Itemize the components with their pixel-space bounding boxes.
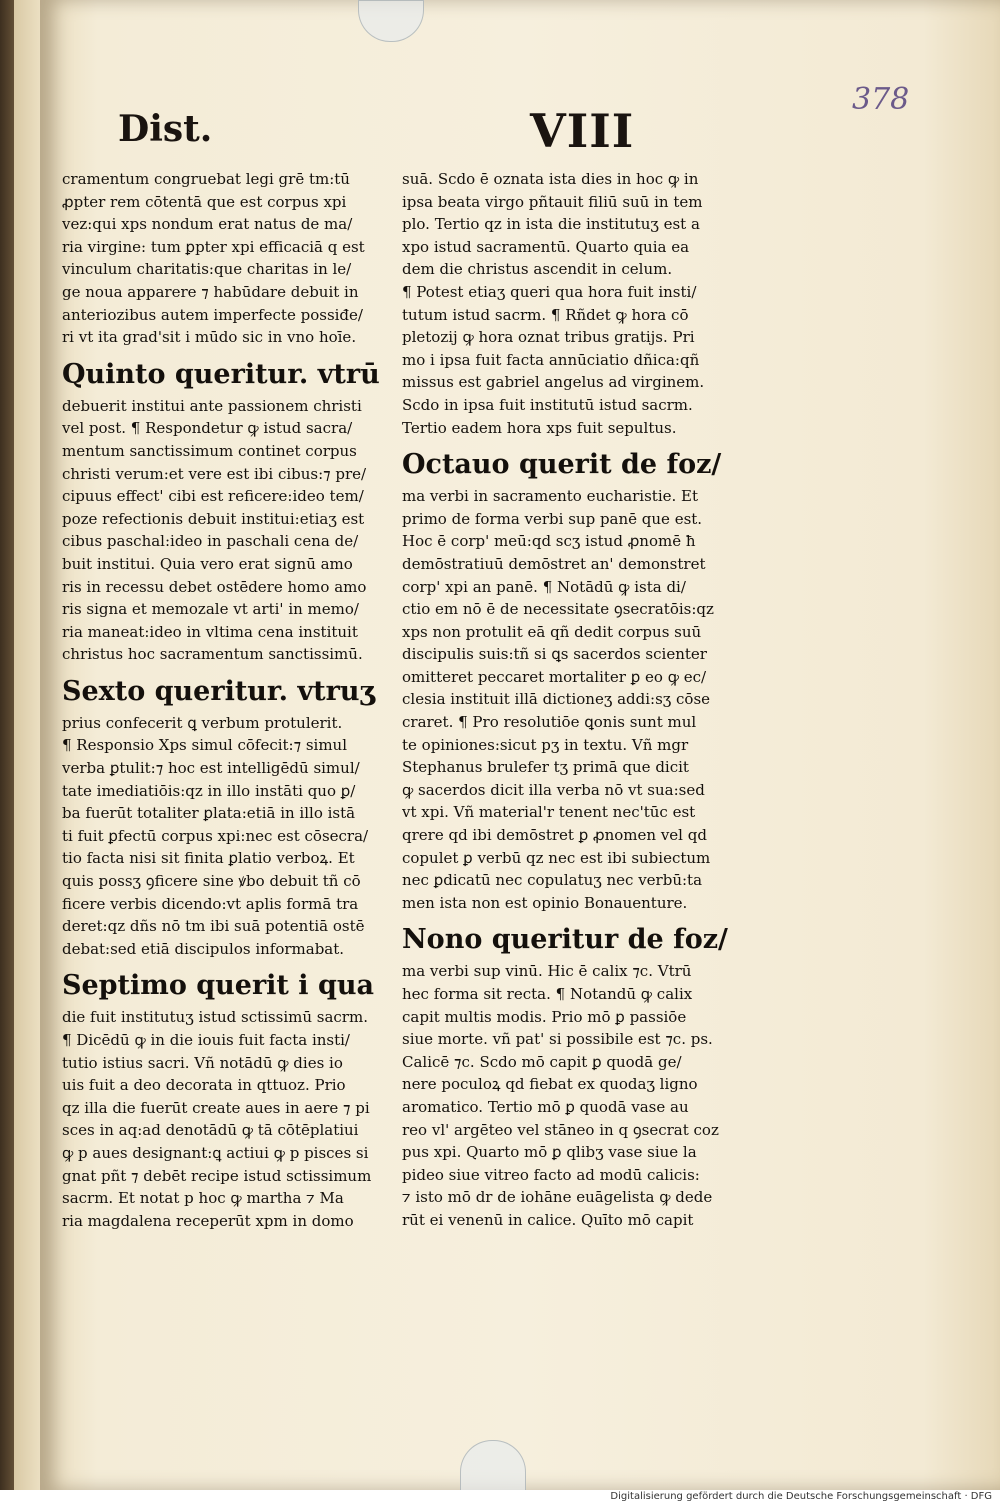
text-line: clesia instituit illā dictioneʒ addi:sʒ cōse [402, 690, 711, 709]
text-line: craret. ¶ Pro resolutiōe ꝗonis sunt mul [402, 713, 697, 732]
text-line: hec forma sit recta. ¶ Notandū ꝙ calix [402, 985, 693, 1003]
text-line: Calicē ⁊c. Scdo mō capit ꝑ quodā ge/ [402, 1052, 682, 1071]
text-line: Scdo in ipsa fuit institutū istud sacrm. [402, 395, 693, 414]
right-text-column [402, 168, 760, 1232]
text-line: siue morte. vñ pat' si possibile est ⁊c. ps. [402, 1030, 713, 1049]
text-line: ctio em nō ē de necessitate ꝯsecratōis:qz [402, 600, 714, 619]
text-line: cipuus effect' cibi est reficere:ideo tem/ [62, 487, 364, 506]
text-line: tutum istud sacrm. ¶ Rñdet ꝙ hora cō [402, 305, 689, 324]
text-line: qz illa die fuerūt create aues in aere ⁊ pi [62, 1098, 370, 1117]
text-line: pideo siue vitreo facto ad modū calicis: [402, 1165, 700, 1184]
text-line: christi verum:et vere est ibi cibus:⁊ pre/ [62, 464, 367, 483]
text-line: men ista non est opinio Bonauenture. [402, 893, 688, 912]
text-line: vinculum charitatis:que charitas in le/ [62, 260, 352, 279]
text-line: poze refectionis debuit institui:etiaʒ est [62, 509, 365, 528]
text-line: die fuit institutuʒ istud sctissimū sacrm. [62, 1008, 368, 1027]
text-line: tio facta nisi sit finita ꝑlatio verboꝝ. Et [62, 849, 355, 868]
text-line: rūt ei venenū in calice. Quīto mō capit [402, 1210, 694, 1229]
text-line: Hoc ē corp' meū:qd scʒ istud ꝓnomē ħ [402, 532, 696, 551]
page-clip-bottom [460, 1440, 526, 1490]
text-line: vel post. ¶ Respondetur ꝙ istud sacra/ [62, 419, 353, 438]
text-line: quis possʒ ꝯficere sine ꝟbo debuit tñ cō [62, 872, 361, 891]
text-line: plo. Tertio qz in ista die institutuʒ est a [402, 215, 700, 234]
text-line: corp' xpi an panē. ¶ Notādū ꝙ ista di/ [402, 577, 686, 596]
section-heading: Sexto queritur. vtruʒ [62, 675, 375, 707]
text-line: mo i ipsa fuit facta annūciatio dñica:qñ [402, 350, 700, 369]
text-line: ma verbi in sacramento eucharistie. Et [402, 487, 699, 506]
text-line: reo vl' argēteo vel stāneo in q ꝯsecrat coz [402, 1120, 719, 1139]
text-line: nec ꝑdicatū nec copulatuʒ nec verbū:ta [402, 871, 703, 890]
text-line: cramentum congruebat legi grē tm:tū [62, 170, 350, 188]
text-line: te opiniones:sicut pʒ in textu. Vñ mgr [402, 735, 689, 754]
text-line: ficere verbis dicendo:vt aplis formā tra [62, 894, 359, 913]
handwritten-page-number: 378 [852, 82, 910, 117]
text-line: pletozij ꝙ hora oznat tribus gratijs. Pri [402, 328, 695, 347]
text-line: ¶ Potest etiaʒ queri qua hora fuit insti/ [402, 282, 697, 301]
folio-number: VIII [530, 104, 635, 158]
text-line: ba fuerūt totaliter ꝑlata:etiā in illo istā [62, 804, 356, 823]
text-line: christus hoc sacramentum sanctissimū. [62, 645, 363, 664]
section-heading: Septimo querit i qua [62, 970, 374, 1002]
text-line: missus est gabriel angelus ad virginem. [402, 373, 705, 392]
text-line: deret:qz dñs nō tm ibi suā potentiā ostē [62, 917, 365, 936]
text-line: prius confecerit ꝗ verbum protulerit. [62, 713, 343, 732]
text-line: ri vt ita grad'sit i mūdo sic in vno hoīe. [62, 328, 357, 347]
footer-credit: Digitalisierung gefördert durch die Deutsche Forschungsgemeinschaft · DFG [610, 1491, 992, 1502]
text-line: sces in aq:ad denotādū ꝙ tā cōtēplatiui [62, 1121, 359, 1140]
text-line: ꝓpter rem cōtentā que est corpus xpi [62, 192, 347, 211]
text-line: ti fuit ꝑfectū corpus xpi:nec est cōsecra/ [62, 826, 369, 845]
text-line: capit multis modis. Prio mō ꝑ passiōe [402, 1007, 687, 1026]
text-line: xpo istud sacramentū. Quarto quia ea [402, 237, 690, 256]
text-line: ris signa et memozale vt arti' in memo/ [62, 600, 359, 619]
text-line: ma verbi sup vinū. Hic ē calix ⁊c. Vtrū [402, 962, 692, 981]
text-line: ¶ Dicēdū ꝙ in die iouis fuit facta insti/ [62, 1031, 350, 1049]
text-line: ris in recessu debet ostēdere homo amo [62, 577, 367, 596]
section-heading: Octauo querit de foz/ [402, 449, 722, 481]
page-clip-top [358, 0, 424, 42]
text-line: debuerit institui ante passionem christi [62, 396, 362, 415]
footer-bar [0, 1490, 1000, 1505]
text-line: ꝙ p aues designant:ꝗ actiui ꝙ p pisces si [62, 1143, 369, 1162]
text-line: ria maneat:ideo in vltima cena instituit [62, 622, 358, 641]
text-line: discipulis suis:tñ si ꝗs sacerdos scienter [402, 645, 707, 664]
text-line: qrere qd ibi demōstret ꝑ ꝓnomen vel qd [402, 826, 707, 845]
text-line: vt xpi. Vñ material'r tenent nec'tūc est [402, 803, 696, 822]
text-line: sacrm. Et notat p hoc ꝙ martha ⁊ Ma [62, 1189, 344, 1208]
text-line: tutio istius sacri. Vñ notādū ꝙ dies io [62, 1053, 343, 1072]
text-line: demōstratiuū demōstret an' demonstret [402, 554, 706, 573]
section-heading: Nono queritur de foz/ [402, 924, 728, 956]
text-line: ria magdalena receperūt xpm in domo [62, 1211, 354, 1230]
text-line: ¶ Responsio Xps simul cōfecit:⁊ simul [62, 736, 347, 755]
text-line: pus xpi. Quarto mō ꝑ qlibʒ vase siue la [402, 1143, 697, 1162]
text-line: Stephanus brulefer tʒ primā que dicit [402, 758, 689, 777]
text-line: verba ꝑtulit:⁊ hoc est intelligēdū simul/ [62, 759, 360, 778]
text-line: tate imediatiōis:qz in illo instāti quo ꝑ/ [62, 781, 356, 800]
text-line: buit institui. Quia vero erat signū amo [62, 554, 353, 573]
running-head: Dist. [118, 108, 213, 150]
text-line: cibus paschal:ideo in paschali cena de/ [62, 532, 359, 551]
text-line: nere poculoꝝ qd fiebat ex quodaʒ ligno [402, 1075, 698, 1094]
text-line: primo de forma verbi sup panē que est. [402, 509, 703, 528]
text-line: ꝙ sacerdos dicit illa verba nō vt sua:sed [402, 780, 705, 799]
text-line: dem die christus ascendit in celum. [402, 260, 673, 279]
text-line: ⁊ isto mō dr de iohāne euāgelista ꝙ dede [402, 1188, 713, 1207]
text-line: ria virgine: tum ꝑpter xpi efficaciā q est [62, 237, 365, 256]
text-line: Tertio eadem hora xps fuit sepultus. [402, 418, 677, 437]
text-line: copulet ꝑ verbū qz nec est ibi subiectum [402, 848, 711, 867]
text-line: xps non protulit eā qñ dedit corpus suū [402, 622, 702, 641]
text-line: mentum sanctissimum continet corpus [62, 441, 357, 460]
section-heading: Quinto queritur. vtrū [62, 358, 380, 390]
text-line: gnat pñt ⁊ debēt recipe istud sctissimum [62, 1166, 372, 1185]
text-line: ge noua apparere ⁊ habūdare debuit in [62, 282, 359, 301]
left-text-column [62, 168, 380, 1232]
text-line: suā. Scdo ē oznata ista dies in hoc ꝙ in [402, 170, 699, 188]
text-line: anteriozibus autem imperfecte possiđe/ [62, 305, 363, 324]
text-line: uis fuit a deo decorata in qttuoz. Prio [62, 1076, 346, 1095]
text-line: aromatico. Tertio mō ꝑ quodā vase au [402, 1097, 689, 1116]
text-line: debat:sed etiā discipulos informabat. [62, 939, 345, 958]
text-line: ipsa beata virgo pñtauit filiū suū in tem [402, 192, 703, 211]
text-line: omitteret peccaret mortaliter ꝑ eo ꝙ ec/ [402, 667, 707, 686]
text-line: vez:qui xps nondum erat natus de ma/ [62, 215, 353, 234]
